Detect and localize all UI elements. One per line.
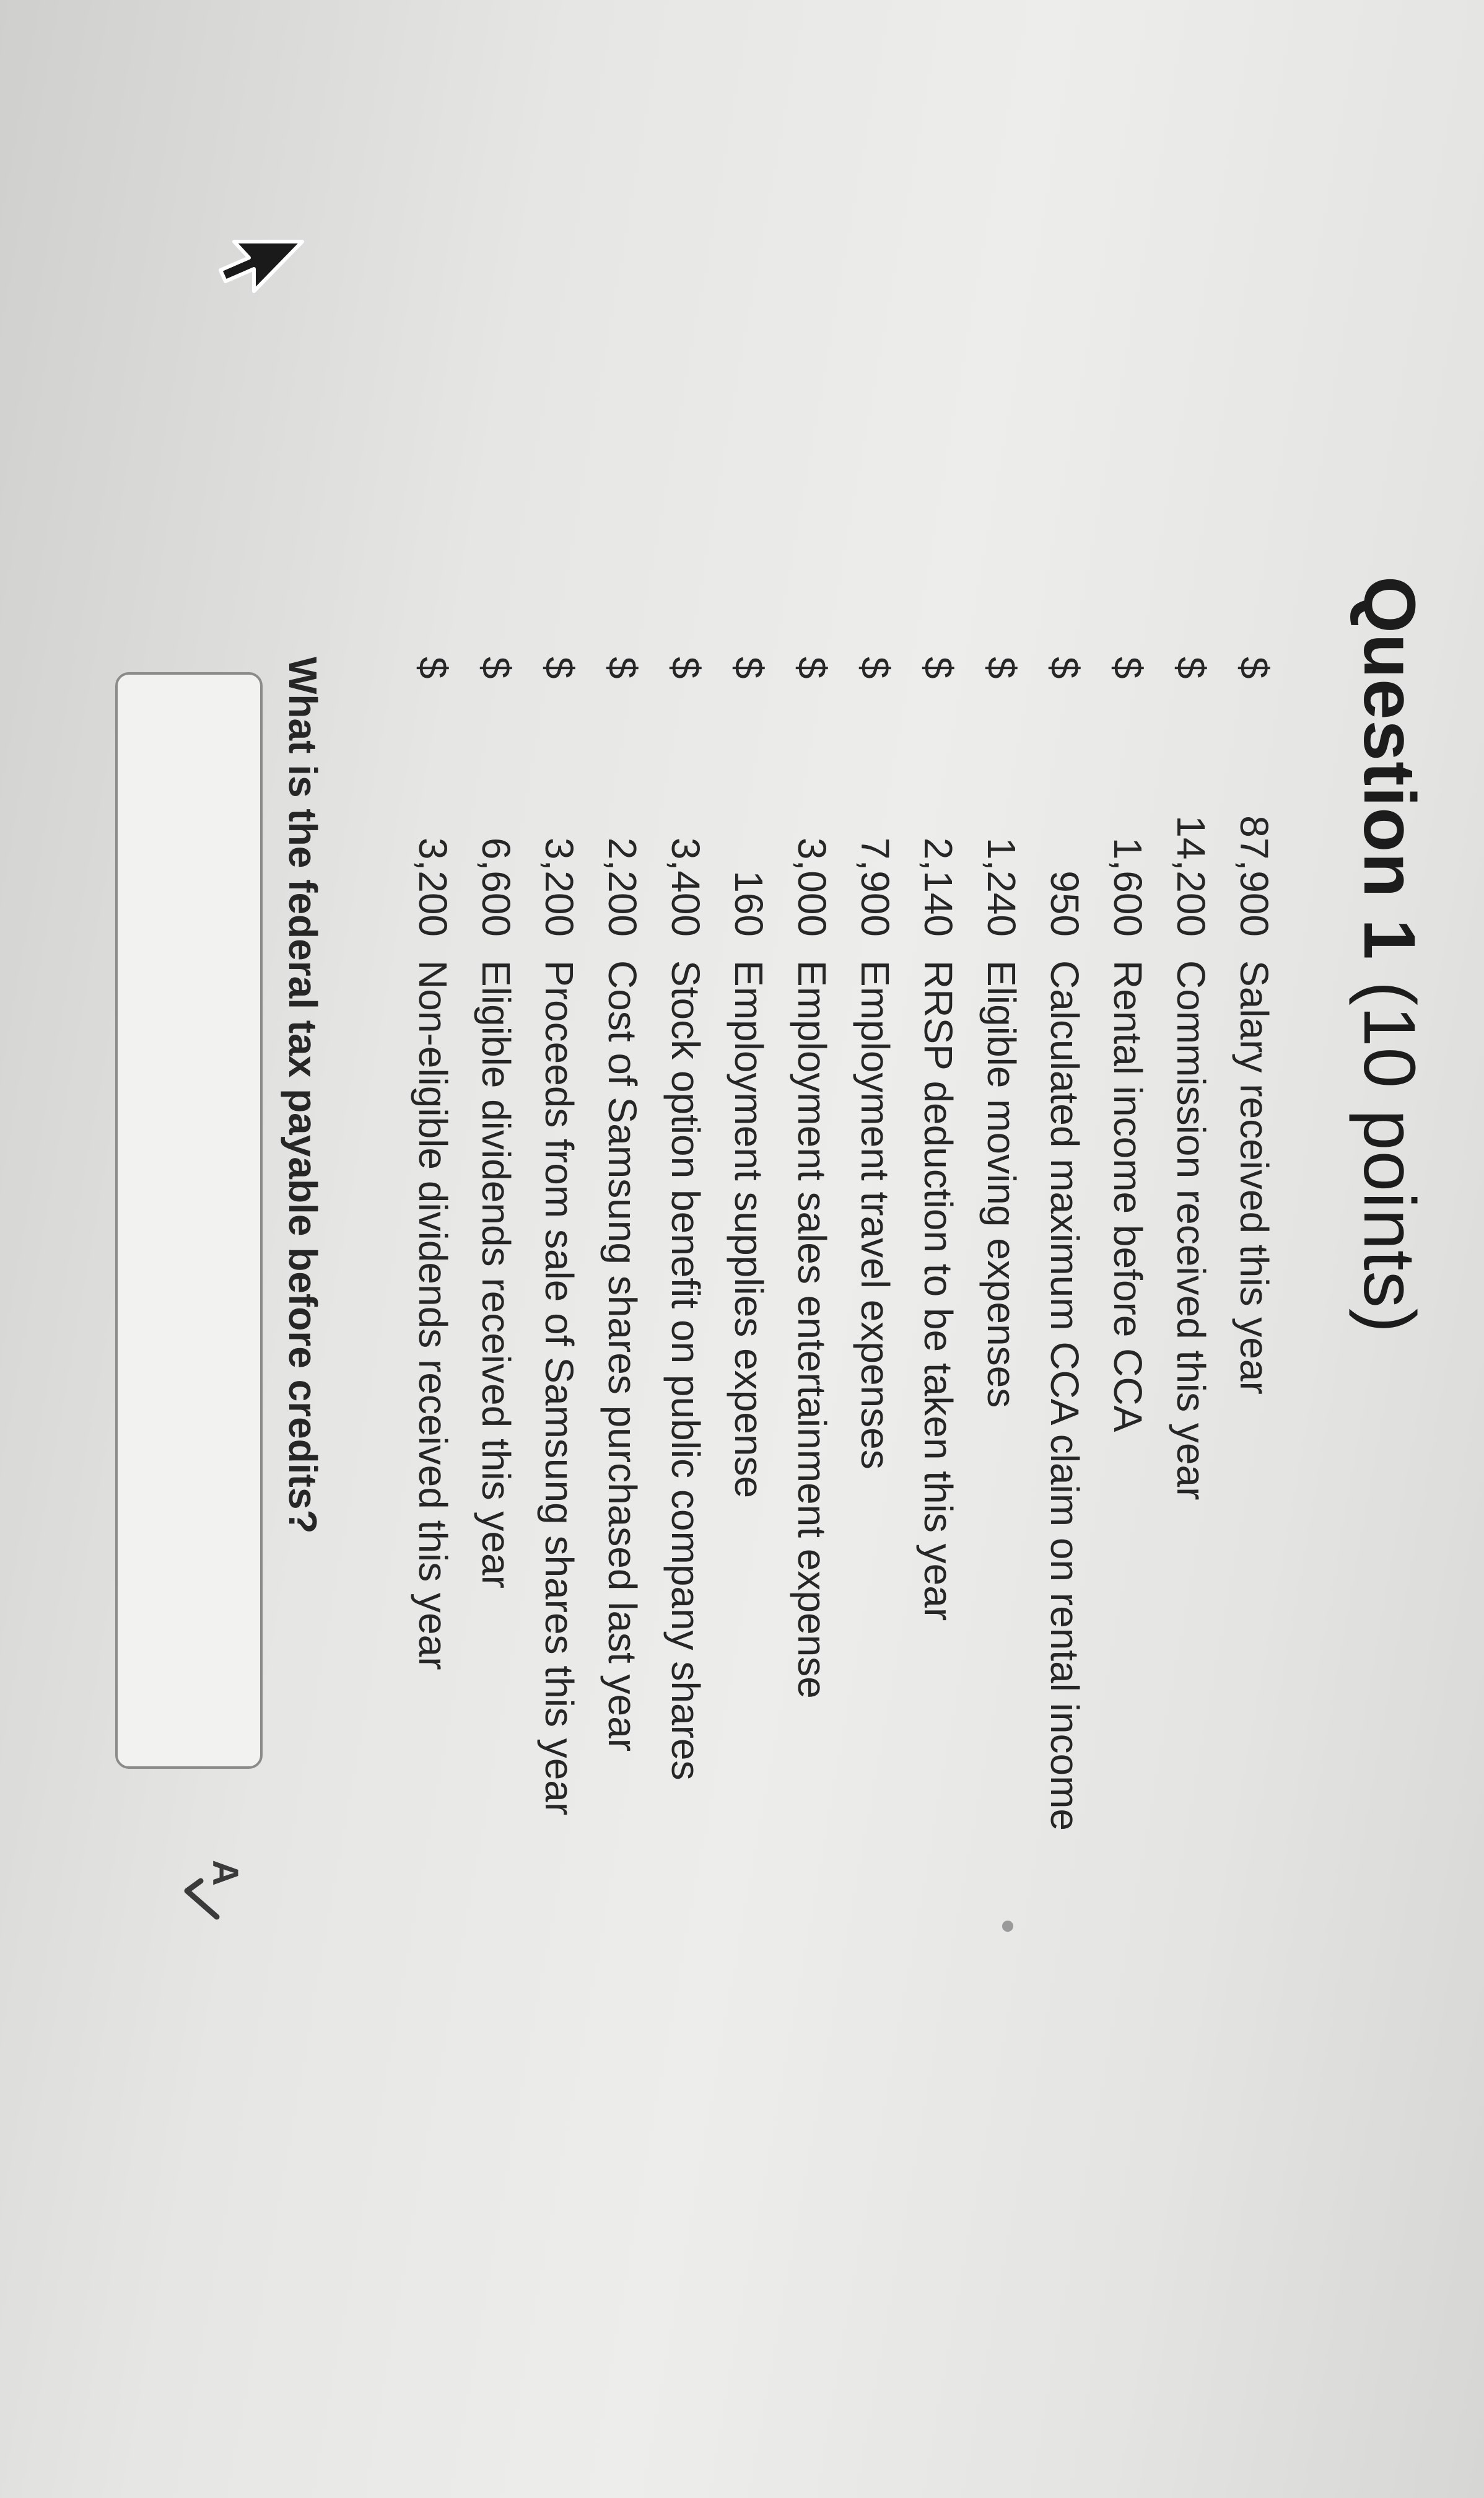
amount: 7,900 bbox=[853, 837, 897, 937]
table-row bbox=[907, 657, 970, 1831]
table-row bbox=[1096, 657, 1159, 1831]
answer-input[interactable] bbox=[115, 672, 263, 1769]
description: Rental income before CCA bbox=[1106, 960, 1150, 1432]
currency-symbol: $ bbox=[1106, 657, 1150, 679]
question-prompt: What is the federal tax payable before credits? bbox=[281, 657, 325, 1534]
table-row bbox=[717, 657, 780, 1831]
currency-symbol: $ bbox=[1169, 657, 1213, 679]
amount: 3,000 bbox=[790, 837, 834, 937]
description: Employment supplies expense bbox=[727, 960, 771, 1499]
table-row bbox=[528, 657, 591, 1831]
table-row bbox=[780, 657, 844, 1831]
description: RRSP deduction to be taken this year bbox=[916, 960, 961, 1621]
description: Salary received this year bbox=[1232, 960, 1277, 1395]
description: Commission received this year bbox=[1169, 960, 1213, 1501]
table-row bbox=[1033, 657, 1096, 1831]
currency-symbol: $ bbox=[663, 657, 708, 679]
currency-symbol: $ bbox=[600, 657, 645, 679]
amount: 3,400 bbox=[663, 837, 708, 937]
table-row bbox=[970, 657, 1033, 1831]
question-number: Question 1 bbox=[1348, 576, 1430, 960]
amount: 14,200 bbox=[1169, 815, 1213, 937]
table-row bbox=[465, 657, 528, 1831]
amount: 160 bbox=[727, 870, 771, 937]
description: Calculated maximum CCA claim on rental income bbox=[1042, 960, 1087, 1831]
table-row bbox=[654, 657, 717, 1831]
table-row bbox=[1159, 657, 1223, 1831]
currency-symbol: $ bbox=[790, 657, 834, 679]
amount: 1,600 bbox=[1106, 837, 1150, 937]
currency-symbol: $ bbox=[474, 657, 518, 679]
currency-symbol: $ bbox=[853, 657, 897, 679]
amount: 2,200 bbox=[600, 837, 645, 937]
spellcheck-icon[interactable] bbox=[177, 1852, 251, 1927]
currency-symbol: $ bbox=[1232, 657, 1277, 679]
amount: 3,200 bbox=[411, 837, 455, 937]
mouse-cursor-icon bbox=[214, 235, 307, 297]
svg-text:A: A bbox=[205, 1860, 245, 1886]
currency-symbol: $ bbox=[916, 657, 961, 679]
currency-symbol: $ bbox=[537, 657, 582, 679]
amount: 3,200 bbox=[537, 837, 582, 937]
currency-symbol: $ bbox=[727, 657, 771, 679]
items-table bbox=[401, 657, 1286, 1831]
description: Employment travel expenses bbox=[853, 960, 897, 1470]
description: Non-eligible dividends received this year bbox=[411, 960, 455, 1670]
amount: 1,240 bbox=[979, 837, 1024, 937]
amount: 2,140 bbox=[916, 837, 961, 937]
table-row bbox=[591, 657, 654, 1831]
amount: 950 bbox=[1042, 870, 1087, 937]
description: Eligible dividends received this year bbox=[474, 960, 518, 1589]
table-row bbox=[401, 657, 465, 1831]
description: Eligible moving expenses bbox=[979, 960, 1024, 1408]
description: Stock option benefit on public company shares bbox=[663, 960, 708, 1781]
currency-symbol: $ bbox=[1042, 657, 1087, 679]
currency-symbol: $ bbox=[411, 657, 455, 679]
description: Employment sales entertainment expense bbox=[790, 960, 834, 1699]
table-row bbox=[1223, 657, 1286, 1831]
amount: 87,900 bbox=[1232, 815, 1277, 937]
decorative-dot bbox=[1002, 1921, 1013, 1932]
description: Proceeds from sale of Samsung shares this year bbox=[537, 960, 582, 1816]
question-points: (10 points) bbox=[1348, 981, 1430, 1334]
question-title bbox=[1347, 576, 1431, 1333]
amount: 6,600 bbox=[474, 837, 518, 937]
currency-symbol: $ bbox=[979, 657, 1024, 679]
table-row bbox=[844, 657, 907, 1831]
description: Cost of Samsung shares purchased last year bbox=[600, 960, 645, 1752]
